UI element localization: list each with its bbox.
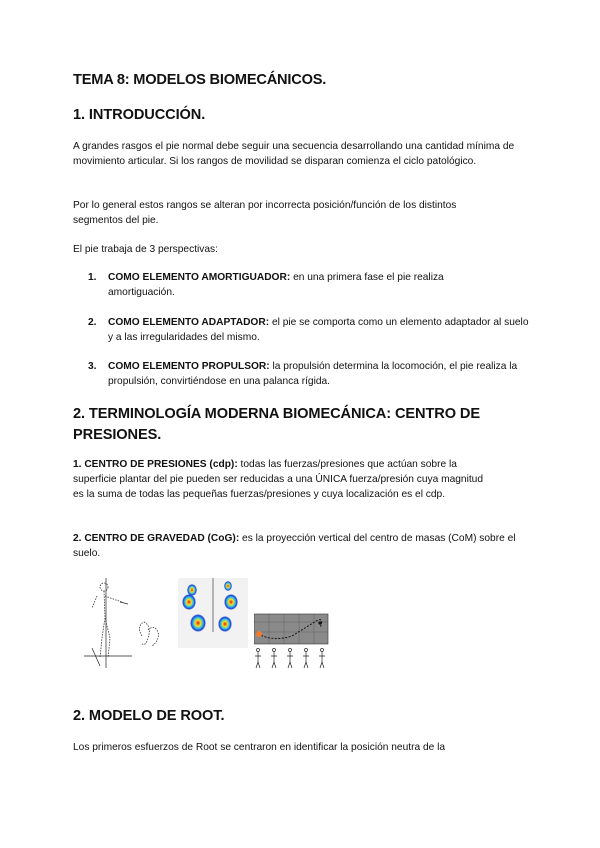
heading-modelo-root: 2. MODELO DE ROOT. [73,708,225,724]
list-item-text: la propulsión determina la locomoción, el pie realiza la propulsión, convirtiéndose en una palanca rígida. [108,361,518,387]
paragraph-intro-2: Por lo general estos rangos se alteran por incorrecta posición/función de los distintos segmentos del pie. [73,200,457,226]
paragraph-root-1: Los primeros esfuerzos de Root se centraron en identificar la posición neutra de la [73,742,446,753]
page-title: TEMA 8: MODELOS BIOMECÁNICOS. [73,72,327,88]
heading-introduccion: 1. INTRODUCCIÓN. [73,107,206,123]
cog-text: es la proyección vertical del centro de masas (CoM) sobre el suelo. [73,533,516,559]
list-item-label: COMO ELEMENTO ADAPTADOR: [108,317,270,328]
paragraph-intro-3: El pie trabaja de 3 perspectivas: [73,244,218,255]
list-item-amortiguador [88,270,488,300]
heading-terminologia: 2. TERMINOLOGÍA MODERNA BIOMECÁNICA: CENTRO DE PRESIONES. [73,406,480,443]
list-item-adaptador [88,315,533,345]
list-item-text: el pie se comporta como un elemento adaptador al suelo y a las irregularidades del mismo. [108,317,529,343]
cdp-text: todas las fuerzas/presiones que actúan sobre la superficie plantar del pie pueden ser reducidas a una ÚNICA fuerza/presión cuya magnitud es la suma de todas las pequeñas fuerzas/presiones y cuya localización es el cdp. [73,459,484,500]
list-item-propulsor [88,359,518,389]
list-number: 2. [88,317,97,328]
paragraph-cog [73,531,523,561]
cdp-label: 1. CENTRO DE PRESIONES (cdp): [73,459,238,470]
list-item-label: COMO ELEMENTO AMORTIGUADOR: [108,272,291,283]
figure-gait-cdp-trajectory [254,612,336,672]
figure-plantar-pressure-map [178,578,248,648]
list-item-text: en una primera fase el pie realiza amortiguación. [108,272,444,298]
cog-label: 2. CENTRO DE GRAVEDAD (CoG): [73,533,240,544]
paragraph-cdp [73,457,493,502]
paragraph-intro-1: A grandes rasgos el pie normal debe seguir una secuencia desarrollando una cantidad mínima de movimiento articular. Si los rangos de movilidad se disparan comienza el ciclo patológico. [73,141,515,167]
list-number: 3. [88,361,97,372]
list-item-label: COMO ELEMENTO PROPULSOR: [108,361,270,372]
figure-gravity-line-drawing [82,578,172,670]
left-foot-heatmap [182,584,206,632]
right-foot-heatmap [218,581,238,632]
list-number: 1. [88,272,97,283]
